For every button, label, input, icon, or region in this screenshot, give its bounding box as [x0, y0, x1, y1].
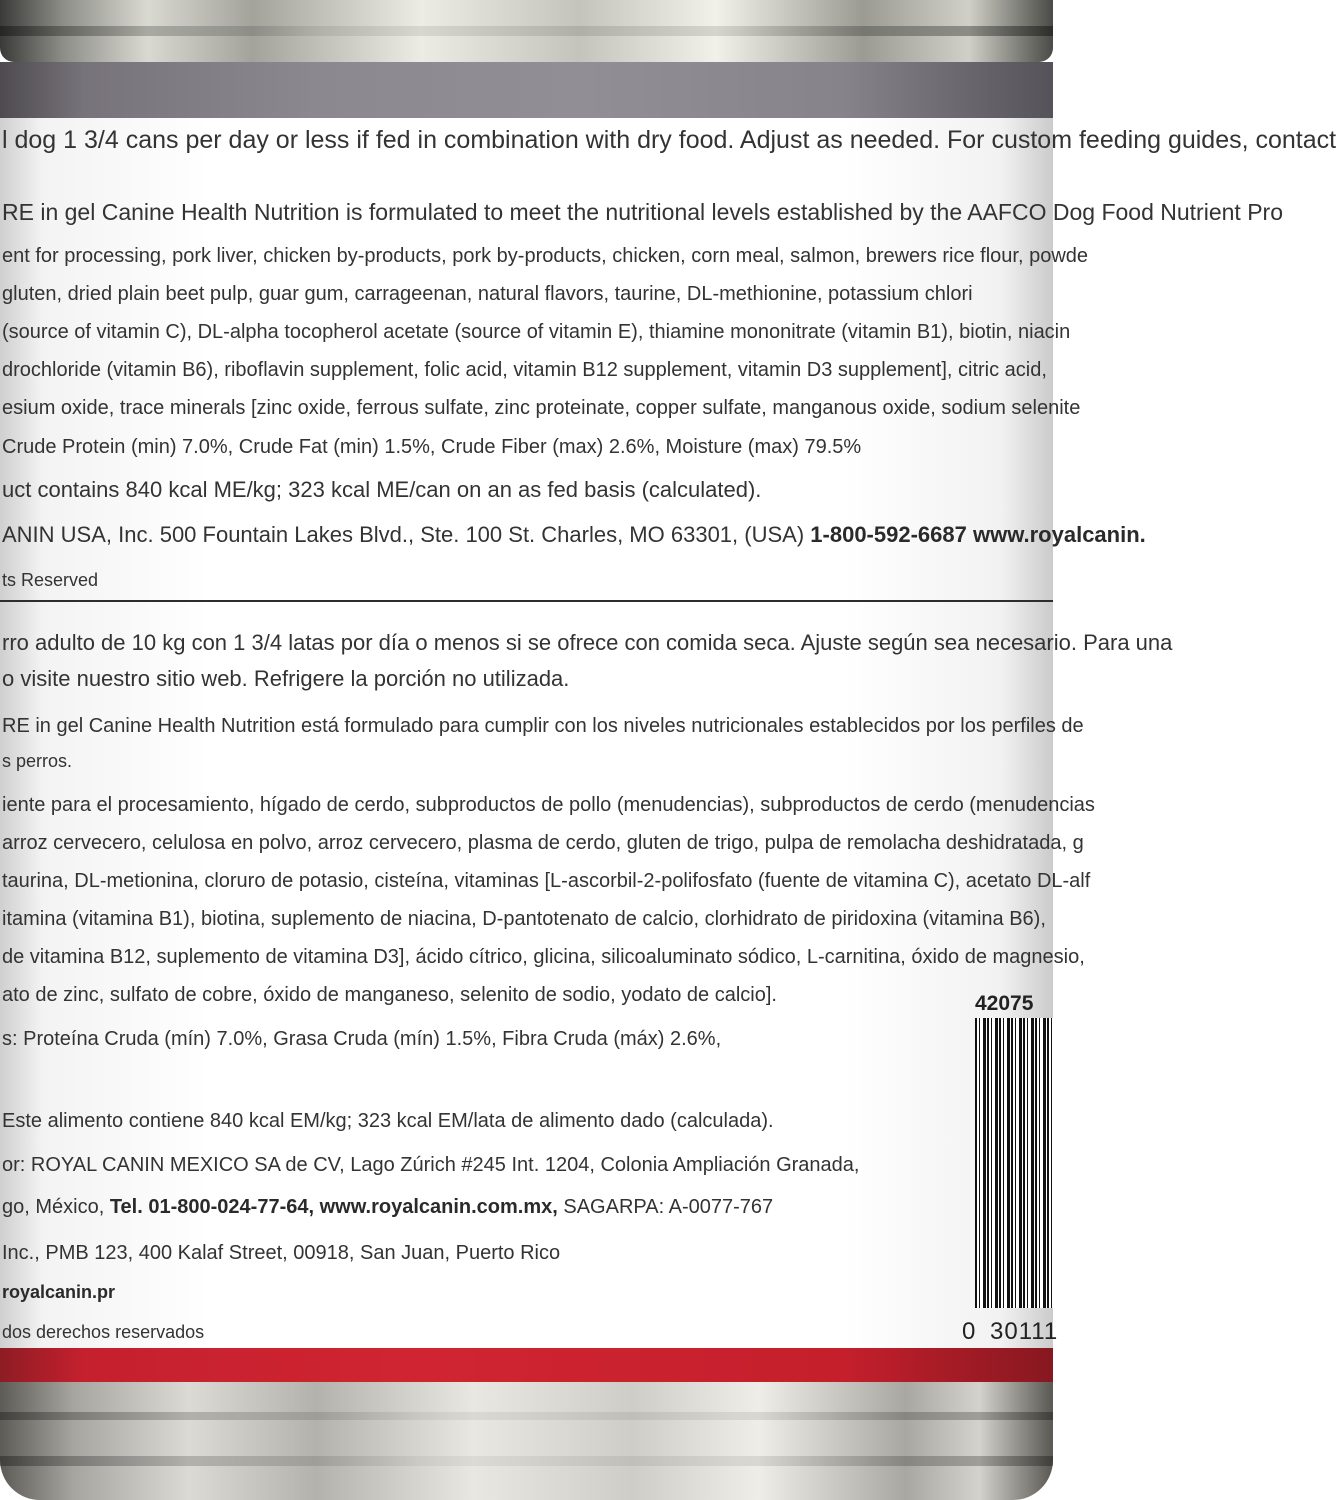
es-address-line-1: or: ROYAL CANIN MEXICO SA de CV, Lago Zúrich #245 Int. 1204, Colonia Ampliación Granada,	[2, 1154, 860, 1176]
es-website-pr-text: royalcanin.pr	[2, 1282, 116, 1302]
en-ingredients-line-2: gluten, dried plain beet pulp, guar gum, carrageenan, natural flavors, taurine, DL-methionine, potassium chlori	[2, 283, 973, 305]
es-address-city: go, México,	[2, 1196, 105, 1218]
es-aafco-line-1: RE in gel Canine Health Nutrition está formulado para cumplir con los niveles nutricionales establecidos por los perfiles de	[2, 715, 1084, 737]
es-sagarpa: SAGARPA: A-0077-767	[563, 1196, 774, 1218]
en-website: www.royalcanin.	[972, 522, 1146, 547]
en-aafco-text: RE in gel Canine Health Nutrition is formulated to meet the nutritional levels established by the AAFCO Dog Food Nutrient Pro	[2, 199, 1283, 225]
en-feeding-text: l dog 1 3/4 cans per day or less if fed in combination with dry food. Adjust as needed. For custom feeding guides, contact	[2, 126, 1336, 154]
en-ingredients-line-5: esium oxide, trace minerals [zinc oxide, ferrous sulfate, zinc proteinate, copper sulfate, manganous oxide, sodium selenite	[2, 397, 1081, 419]
can-bottom-rim	[0, 1382, 1053, 1500]
es-website-pr	[2, 1282, 302, 1303]
es-address-line-3: Inc., PMB 123, 400 Kalaf Street, 00918, San Juan, Puerto Rico	[2, 1242, 561, 1264]
language-divider	[0, 600, 1053, 602]
gray-color-band	[0, 62, 1053, 118]
en-ingredients-line-4: drochloride (vitamin B6), riboflavin supplement, folic acid, vitamin B12 supplement, vitamin D3 supplement], citric acid,	[2, 359, 1047, 381]
es-ingredients-line-6: ato de zinc, sulfato de cobre, óxido de manganeso, selenito de sodio, yodato de calcio].	[2, 984, 777, 1006]
en-calorie-content: uct contains 840 kcal ME/kg; 323 kcal ME/can on an as fed basis (calculated).	[2, 477, 762, 502]
en-manufacturer-address	[2, 522, 1146, 548]
es-ingredients-line-2: arroz cervecero, celulosa en polvo, arroz cervecero, plasma de cerdo, gluten de trigo, pulpa de remolacha deshidratada, g	[2, 832, 1084, 854]
es-feeding-line-2: o visite nuestro sitio web. Refrigere la porción no utilizada.	[2, 666, 570, 691]
es-phone-website: Tel. 01-800-024-77-64, www.royalcanin.com.mx,	[109, 1196, 558, 1218]
en-guaranteed-analysis: Crude Protein (min) 7.0%, Crude Fat (min) 1.5%, Crude Fiber (max) 2.6%, Moisture (max) 79.5%	[2, 436, 862, 458]
es-guaranteed-analysis: s: Proteína Cruda (mín) 7.0%, Grasa Cruda (mín) 1.5%, Fibra Cruda (máx) 2.6%,	[2, 1028, 722, 1050]
es-rights-text: dos derechos reservados	[2, 1322, 205, 1342]
en-address-text: ANIN USA, Inc. 500 Fountain Lakes Blvd., Ste. 100 St. Charles, MO 63301, (USA)	[2, 522, 805, 547]
es-calorie-content: Este alimento contiene 840 kcal EM/kg; 323 kcal EM/lata de alimento dado (calculada).	[2, 1110, 774, 1132]
barcode	[975, 1018, 1053, 1308]
red-color-band	[0, 1348, 1053, 1382]
can-top-rim	[0, 0, 1053, 62]
es-address-line-2	[2, 1196, 942, 1219]
es-ingredients-line-3: taurina, DL-metionina, cloruro de potasio, cisteína, vitaminas [L-ascorbil-2-polifosfato (fuente de vitamina C), acetato DL-alf	[2, 870, 1091, 892]
es-ingredients-line-1: iente para el procesamiento, hígado de cerdo, subproductos de pollo (menudencias), subproductos de cerdo (menudencias	[2, 794, 1095, 816]
es-ingredients-line-5: de vitamina B12, suplemento de vitamina D3], ácido cítrico, glicina, silicoaluminato sódico, L-carnitina, óxido de magnesio,	[2, 946, 1085, 968]
upc-right-digits: 30111	[990, 1318, 1059, 1345]
es-feeding-line-1: rro adulto de 10 kg con 1 3/4 latas por día o menos si se ofrece con comida seca. Ajuste según sea necesario. Para una	[2, 630, 1173, 655]
en-phone: 1-800-592-6687	[810, 522, 967, 547]
en-rights-text: ts Reserved	[2, 570, 99, 590]
upc-left-digit: 0	[962, 1318, 976, 1345]
barcode-top-number: 42075	[975, 992, 1034, 1015]
en-ingredients-line-3: (source of vitamin C), DL-alpha tocopherol acetate (source of vitamin E), thiamine mononitrate (vitamin B1), biotin, niacin	[2, 321, 1071, 343]
en-ingredients-line-1: ent for processing, pork liver, chicken by-products, pork by-products, chicken, corn meal, salmon, brewers rice flour, powde	[2, 245, 1089, 267]
es-aafco-line-2: s perros.	[2, 751, 73, 771]
es-ingredients-line-4: itamina (vitamina B1), biotina, suplemento de niacina, D-pantotenato de calcio, clorhidrato de piridoxina (vitamina B6),	[2, 908, 1046, 930]
